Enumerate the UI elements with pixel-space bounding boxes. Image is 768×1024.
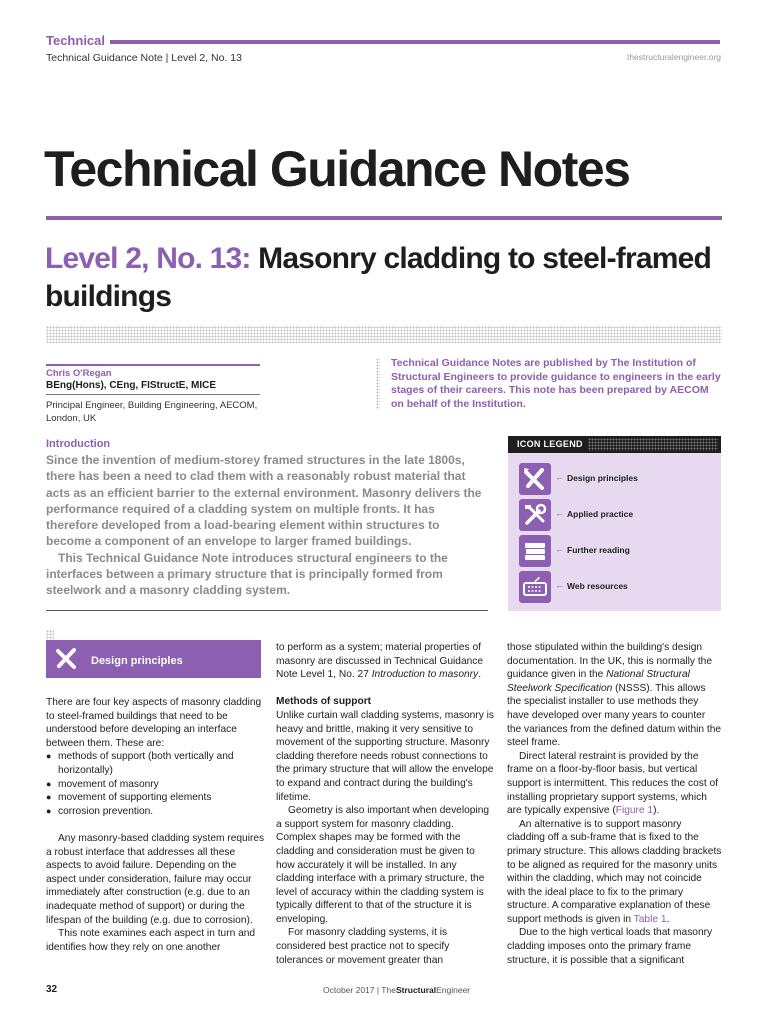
- body-paragraph: This note examines each aspect in turn and identifies how they rely on one another: [46, 928, 256, 953]
- body-paragraph: Any masonry-based cladding system requires a robust interface that addresses all these aspects to avoid failure. Depending on the aspect under consideration, failure may occur immediately after construction (e.g. due to an inadequate method of support) or during the lifespan of the building (e.g. due to corrosion).: [46, 832, 265, 926]
- arrow-icon: ←: [555, 508, 564, 518]
- legend-item-web-resources: [519, 571, 719, 603]
- list-item: ● movement of masonry: [46, 778, 266, 792]
- legend-label: Further reading: [567, 545, 630, 555]
- design-principles-icon: [54, 647, 80, 671]
- body-column-3: [507, 641, 722, 967]
- arrow-icon: ←: [555, 472, 564, 482]
- body-paragraph: For masonry cladding systems, it is considered best practice not to specify tolerances or movement greater than: [276, 927, 450, 966]
- introduction-text: [46, 452, 486, 599]
- section-heading: Methods of support: [276, 696, 372, 708]
- article-title: [45, 240, 725, 316]
- web-resources-icon: [519, 571, 551, 603]
- box-dots: [46, 630, 54, 640]
- author-qualifications: BEng(Hons), CEng, FIStructE, MICE: [46, 380, 216, 391]
- level-number: Level 2, No. 13:: [45, 242, 251, 275]
- arrow-icon: ←: [555, 544, 564, 554]
- reference-title: National Structural Steelwork Specification: [507, 669, 690, 694]
- header-rule: [110, 40, 720, 44]
- body-paragraph: There are four key aspects of masonry cladding to steel-framed buildings that need to be understood before developing an interface between them. These are:: [46, 697, 262, 749]
- legend-header: [508, 436, 721, 453]
- introduction-heading: Introduction: [46, 438, 111, 450]
- body-paragraph: to perform as a system; material properties of masonry are discussed in Technical Guidance Note Level 1, No. 27 Introduction to masonry.: [276, 642, 484, 681]
- aspects-list: [46, 750, 266, 818]
- intro-paragraph: Since the invention of medium-storey framed structures in the late 1800s, there has been a need to clad them with a reasonably robust material that acts as an efficient barrier to the external environment. Masonry delivers the performance required of a cladding system on multiple fronts. It has therefore developed from a load-bearing element within structures to become a component of an envelope to larger framed buildings.: [46, 453, 482, 549]
- list-item: ● corrosion prevention.: [46, 805, 266, 819]
- legend-label: Applied practice: [567, 509, 634, 519]
- body-paragraph: Direct lateral restraint is provided by the frame on a floor-by-floor basis, but vertical support is intermittent. This reduces the cost of installing proprietary support systems, which are typically expensive (Figure 1).: [507, 750, 719, 817]
- website-url[interactable]: thestructuralengineer.org: [626, 52, 721, 62]
- legend-title: ICON LEGEND: [517, 439, 583, 449]
- table-link[interactable]: Table 1: [633, 913, 667, 925]
- legend-item-further-reading: [519, 535, 719, 567]
- applied-practice-icon: [519, 499, 551, 531]
- reference-title: Introduction to masonry: [371, 669, 479, 681]
- legend-item-design-principles: [519, 463, 719, 495]
- design-principles-icon: [519, 463, 551, 495]
- body-column-1: [46, 696, 266, 954]
- legend-label: Web resources: [567, 581, 628, 591]
- publication-note: Technical Guidance Notes are published by The Institution of Structural Engineers to provide guidance to engineers in the early stages of their careers. This note has been prepared by AECOM on behalf of the Institution.: [391, 357, 721, 410]
- legend-item-applied-practice: [519, 499, 719, 531]
- author-divider: [46, 394, 260, 395]
- author-affiliation: Principal Engineer, Building Engineering, AECOM, London, UK: [46, 400, 258, 424]
- page-number: 32: [46, 984, 58, 995]
- section-tag: Technical: [46, 33, 106, 48]
- legend-label: Design principles: [567, 473, 638, 483]
- figure-link[interactable]: Figure 1: [615, 805, 654, 817]
- article-subject: Masonry cladding to steel-framed buildings: [45, 242, 712, 313]
- list-item: ● movement of supporting elements: [46, 791, 266, 805]
- banner-label: Design principles: [91, 655, 183, 667]
- icon-legend: [508, 436, 721, 611]
- series-subtitle: Technical Guidance Note | Level 2, No. 13: [46, 52, 242, 64]
- legend-dots: [588, 438, 718, 451]
- arrow-icon: ←: [555, 580, 564, 590]
- page-title: Technical Guidance Notes: [44, 141, 630, 197]
- dotted-divider: [46, 326, 722, 343]
- body-paragraph: An alternative is to support masonry cladding off a sub-frame that is fixed to the primary structure. This allows cladding brackets to be aligned as required for the masonry units within the cladding, which may not coincide with the ideal place to fix to the primary structure. A comparative explanation of these support methods is given in Table 1.: [507, 818, 722, 925]
- title-rule: [46, 216, 722, 220]
- list-item: ● methods of support (both vertically and horizontally): [46, 750, 266, 777]
- body-paragraph: Unlike curtain wall cladding systems, masonry is heavy and brittle, making it very sensitive to movement of the supporting structure. Masonry cladding therefore needs robust connections to the primary structure that will allow the envelope to expand and contract during the building's lifetime.: [276, 709, 494, 803]
- body-paragraph: those stipulated within the building's design documentation. In the UK, this is normally the guidance given in the National Structural Steelwork Specification (NSSS). This allows the specialist installer to use methods they have developed over many years to counter the variances from the defined datum within the steel frame.: [507, 642, 722, 749]
- body-column-2: [276, 641, 496, 967]
- further-reading-icon: [519, 535, 551, 567]
- body-paragraph: Due to the high vertical loads that masonry cladding imposes onto the primary frame structure, it is possible that a significant: [507, 927, 713, 966]
- footer-credit: October 2017 | TheStructuralEngineer: [323, 985, 471, 995]
- body-paragraph: Geometry is also important when developing a support system for masonry cladding. Complex shapes may be formed with the cladding and consideration must be given to how accurately it will be installed. In any cladding interface with a primary structure, the level of accuracy within the cladding system is typically different to that of the structure it is enveloping.: [276, 805, 490, 925]
- intro-paragraph: This Technical Guidance Note introduces structural engineers to the interfaces between a primary structure that is principally formed from steelwork and a masonry cladding system.: [46, 550, 448, 598]
- author-rule: [46, 364, 260, 366]
- note-dots: [376, 358, 380, 410]
- author-name: Chris O'Regan: [46, 368, 112, 379]
- intro-rule: [46, 610, 488, 611]
- design-principles-banner: [46, 640, 261, 678]
